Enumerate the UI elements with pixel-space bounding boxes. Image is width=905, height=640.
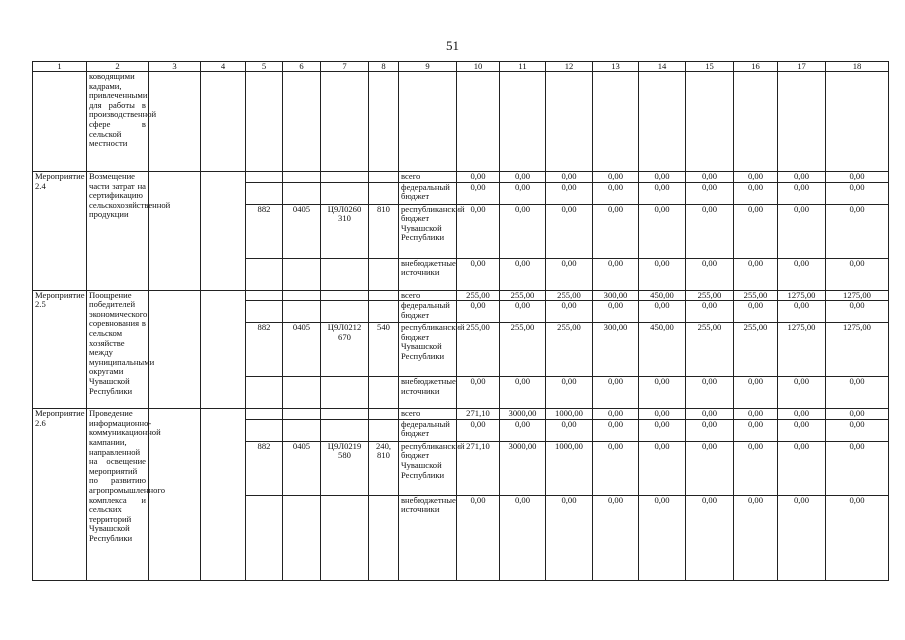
value-cell: 0,00 bbox=[826, 301, 889, 323]
code-csr-cell: Ц9Л0212 670 bbox=[321, 323, 369, 377]
value-cell: 0,00 bbox=[734, 495, 778, 580]
source-cell: республиканский бюджет Чувашской Республики bbox=[399, 323, 457, 377]
col-header: 15 bbox=[686, 62, 734, 72]
value-cell: 0,00 bbox=[734, 409, 778, 420]
value-cell: 0,00 bbox=[593, 441, 639, 495]
empty-cell bbox=[369, 258, 399, 290]
col-header: 4 bbox=[201, 62, 246, 72]
event-label-cell: Мероприятие 2.6 bbox=[33, 409, 87, 581]
value-cell: 0,00 bbox=[686, 204, 734, 258]
empty-cell bbox=[321, 72, 369, 172]
value-cell: 0,00 bbox=[593, 258, 639, 290]
empty-cell bbox=[283, 182, 321, 204]
value-cell: 0,00 bbox=[593, 182, 639, 204]
empty-cell bbox=[149, 172, 201, 291]
empty-cell bbox=[246, 377, 283, 409]
value-cell: 0,00 bbox=[686, 409, 734, 420]
col-header: 2 bbox=[87, 62, 149, 72]
col-header: 11 bbox=[500, 62, 546, 72]
value-cell: 0,00 bbox=[639, 495, 686, 580]
value-cell: 0,00 bbox=[826, 172, 889, 183]
value-cell: 0,00 bbox=[457, 258, 500, 290]
header-row bbox=[33, 62, 889, 72]
value-cell: 0,00 bbox=[500, 172, 546, 183]
empty-cell bbox=[321, 377, 369, 409]
value-cell: 1000,00 bbox=[546, 441, 593, 495]
empty-cell bbox=[593, 72, 639, 172]
value-cell: 0,00 bbox=[778, 377, 826, 409]
source-cell: внебюджетные источники bbox=[399, 258, 457, 290]
value-cell: 0,00 bbox=[734, 419, 778, 441]
value-cell: 1275,00 bbox=[826, 290, 889, 301]
code-vr-cell: 810 bbox=[369, 204, 399, 258]
value-cell: 0,00 bbox=[734, 301, 778, 323]
source-cell: внебюджетные источники bbox=[399, 495, 457, 580]
source-cell: федеральный бюджет bbox=[399, 301, 457, 323]
col-header: 16 bbox=[734, 62, 778, 72]
budget-table bbox=[32, 61, 889, 581]
value-cell: 0,00 bbox=[546, 172, 593, 183]
col-header: 14 bbox=[639, 62, 686, 72]
empty-cell bbox=[734, 72, 778, 172]
value-cell: 0,00 bbox=[826, 441, 889, 495]
col-header: 8 bbox=[369, 62, 399, 72]
value-cell: 0,00 bbox=[826, 258, 889, 290]
source-cell: всего bbox=[399, 290, 457, 301]
value-cell: 255,00 bbox=[457, 323, 500, 377]
value-cell: 0,00 bbox=[639, 204, 686, 258]
value-cell: 0,00 bbox=[826, 204, 889, 258]
event-name-cell: Возмещение части затрат на сертификацию сельскохозяйственной продукции bbox=[87, 172, 149, 291]
event-cell bbox=[33, 72, 87, 172]
value-cell: 0,00 bbox=[457, 204, 500, 258]
continued-name-cell: ководящими кадрами, привлеченными для работы в производственной сфере в сельской местности bbox=[87, 72, 149, 172]
value-cell: 0,00 bbox=[639, 258, 686, 290]
value-cell: 1000,00 bbox=[546, 409, 593, 420]
empty-cell bbox=[321, 409, 369, 420]
empty-cell bbox=[457, 72, 500, 172]
code-csr-cell: Ц9Л0260 310 bbox=[321, 204, 369, 258]
value-cell: 0,00 bbox=[778, 441, 826, 495]
value-cell: 0,00 bbox=[546, 258, 593, 290]
value-cell: 0,00 bbox=[686, 258, 734, 290]
value-cell: 0,00 bbox=[734, 204, 778, 258]
value-cell: 3000,00 bbox=[500, 409, 546, 420]
value-cell: 0,00 bbox=[593, 204, 639, 258]
value-cell: 0,00 bbox=[639, 419, 686, 441]
empty-cell bbox=[246, 182, 283, 204]
empty-cell bbox=[283, 419, 321, 441]
col-header: 18 bbox=[826, 62, 889, 72]
empty-cell bbox=[321, 290, 369, 301]
value-cell: 0,00 bbox=[639, 172, 686, 183]
empty-cell bbox=[283, 290, 321, 301]
empty-cell bbox=[246, 419, 283, 441]
source-cell: всего bbox=[399, 172, 457, 183]
empty-cell bbox=[283, 495, 321, 580]
value-cell: 0,00 bbox=[593, 301, 639, 323]
value-cell: 0,00 bbox=[500, 204, 546, 258]
code-gr-cell: 882 bbox=[246, 441, 283, 495]
value-cell: 255,00 bbox=[686, 290, 734, 301]
value-cell: 0,00 bbox=[593, 419, 639, 441]
empty-cell bbox=[201, 290, 246, 409]
value-cell: 0,00 bbox=[778, 495, 826, 580]
code-gr-cell: 882 bbox=[246, 323, 283, 377]
value-cell: 255,00 bbox=[734, 323, 778, 377]
col-header: 5 bbox=[246, 62, 283, 72]
value-cell: 255,00 bbox=[686, 323, 734, 377]
value-cell: 0,00 bbox=[546, 419, 593, 441]
value-cell: 0,00 bbox=[639, 377, 686, 409]
empty-cell bbox=[246, 258, 283, 290]
empty-cell bbox=[201, 72, 246, 172]
col-header: 7 bbox=[321, 62, 369, 72]
value-cell: 255,00 bbox=[500, 323, 546, 377]
value-cell: 0,00 bbox=[639, 301, 686, 323]
value-cell: 0,00 bbox=[686, 301, 734, 323]
empty-cell bbox=[201, 409, 246, 581]
value-cell: 0,00 bbox=[546, 495, 593, 580]
col-header: 3 bbox=[149, 62, 201, 72]
empty-cell bbox=[500, 72, 546, 172]
empty-cell bbox=[149, 290, 201, 409]
value-cell: 0,00 bbox=[457, 172, 500, 183]
empty-cell bbox=[369, 419, 399, 441]
value-cell: 0,00 bbox=[500, 495, 546, 580]
source-cell: федеральный бюджет bbox=[399, 419, 457, 441]
empty-cell bbox=[321, 495, 369, 580]
value-cell: 0,00 bbox=[457, 377, 500, 409]
value-cell: 0,00 bbox=[734, 377, 778, 409]
value-cell: 450,00 bbox=[639, 290, 686, 301]
table-row bbox=[33, 290, 889, 301]
empty-cell bbox=[826, 72, 889, 172]
code-rz-cell: 0405 bbox=[283, 441, 321, 495]
value-cell: 0,00 bbox=[686, 182, 734, 204]
value-cell: 0,00 bbox=[778, 301, 826, 323]
empty-cell bbox=[369, 301, 399, 323]
event-name-cell: Поощрение победителей экономического соревнования в сельском хозяйстве между муниципальными округами Чувашской Республики bbox=[87, 290, 149, 409]
value-cell: 300,00 bbox=[593, 323, 639, 377]
value-cell: 1275,00 bbox=[778, 323, 826, 377]
value-cell: 0,00 bbox=[734, 182, 778, 204]
value-cell: 0,00 bbox=[639, 441, 686, 495]
code-vr-cell: 540 bbox=[369, 323, 399, 377]
continuation-row bbox=[33, 72, 889, 172]
value-cell: 0,00 bbox=[734, 172, 778, 183]
value-cell: 0,00 bbox=[546, 377, 593, 409]
source-cell: федеральный бюджет bbox=[399, 182, 457, 204]
empty-cell bbox=[283, 409, 321, 420]
empty-cell bbox=[149, 72, 201, 172]
value-cell: 0,00 bbox=[457, 182, 500, 204]
value-cell: 1275,00 bbox=[826, 323, 889, 377]
empty-cell bbox=[369, 72, 399, 172]
value-cell: 0,00 bbox=[639, 182, 686, 204]
empty-cell bbox=[321, 172, 369, 183]
empty-cell bbox=[321, 419, 369, 441]
value-cell: 300,00 bbox=[593, 290, 639, 301]
value-cell: 0,00 bbox=[546, 204, 593, 258]
value-cell: 0,00 bbox=[500, 182, 546, 204]
empty-cell bbox=[369, 409, 399, 420]
source-cell: внебюджетные источники bbox=[399, 377, 457, 409]
value-cell: 0,00 bbox=[734, 258, 778, 290]
col-header: 10 bbox=[457, 62, 500, 72]
value-cell: 0,00 bbox=[734, 441, 778, 495]
empty-cell bbox=[321, 182, 369, 204]
value-cell: 0,00 bbox=[546, 301, 593, 323]
value-cell: 0,00 bbox=[826, 377, 889, 409]
empty-cell bbox=[321, 258, 369, 290]
empty-cell bbox=[283, 377, 321, 409]
empty-cell bbox=[399, 72, 457, 172]
event-label-cell: Мероприятие 2.5 bbox=[33, 290, 87, 409]
value-cell: 0,00 bbox=[686, 441, 734, 495]
value-cell: 0,00 bbox=[686, 495, 734, 580]
value-cell: 255,00 bbox=[546, 290, 593, 301]
col-header: 6 bbox=[283, 62, 321, 72]
value-cell: 0,00 bbox=[778, 182, 826, 204]
value-cell: 0,00 bbox=[778, 409, 826, 420]
value-cell: 0,00 bbox=[686, 419, 734, 441]
value-cell: 0,00 bbox=[500, 377, 546, 409]
table-row bbox=[33, 409, 889, 420]
code-rz-cell: 0405 bbox=[283, 204, 321, 258]
value-cell: 0,00 bbox=[593, 495, 639, 580]
value-cell: 3000,00 bbox=[500, 441, 546, 495]
event-name-cell: Проведение информационно-коммуникационной кампании, направленной на освещение мероприятий по развитию агропромышленного комплекса и сельских территорий Чувашской Республики bbox=[87, 409, 149, 581]
value-cell: 0,00 bbox=[826, 409, 889, 420]
value-cell: 1275,00 bbox=[778, 290, 826, 301]
table-row bbox=[33, 172, 889, 183]
empty-cell bbox=[686, 72, 734, 172]
value-cell: 0,00 bbox=[778, 204, 826, 258]
empty-cell bbox=[369, 290, 399, 301]
empty-cell bbox=[369, 495, 399, 580]
value-cell: 271,10 bbox=[457, 409, 500, 420]
table-body bbox=[33, 62, 889, 581]
value-cell: 0,00 bbox=[778, 172, 826, 183]
value-cell: 0,00 bbox=[457, 301, 500, 323]
code-csr-cell: Ц9Л0219 580 bbox=[321, 441, 369, 495]
empty-cell bbox=[546, 72, 593, 172]
value-cell: 0,00 bbox=[593, 377, 639, 409]
empty-cell bbox=[321, 301, 369, 323]
code-gr-cell: 882 bbox=[246, 204, 283, 258]
value-cell: 255,00 bbox=[734, 290, 778, 301]
code-vr-cell: 240, 810 bbox=[369, 441, 399, 495]
empty-cell bbox=[283, 301, 321, 323]
empty-cell bbox=[283, 72, 321, 172]
empty-cell bbox=[639, 72, 686, 172]
col-header: 9 bbox=[399, 62, 457, 72]
value-cell: 0,00 bbox=[778, 258, 826, 290]
col-header: 17 bbox=[778, 62, 826, 72]
empty-cell bbox=[246, 72, 283, 172]
value-cell: 0,00 bbox=[457, 495, 500, 580]
empty-cell bbox=[201, 172, 246, 291]
source-cell: республиканский бюджет Чувашской Республики bbox=[399, 204, 457, 258]
empty-cell bbox=[246, 409, 283, 420]
value-cell: 0,00 bbox=[546, 182, 593, 204]
empty-cell bbox=[369, 377, 399, 409]
empty-cell bbox=[246, 301, 283, 323]
empty-cell bbox=[283, 258, 321, 290]
value-cell: 450,00 bbox=[639, 323, 686, 377]
value-cell: 255,00 bbox=[457, 290, 500, 301]
value-cell: 0,00 bbox=[639, 409, 686, 420]
value-cell: 0,00 bbox=[778, 419, 826, 441]
value-cell: 0,00 bbox=[826, 495, 889, 580]
value-cell: 0,00 bbox=[500, 301, 546, 323]
value-cell: 0,00 bbox=[686, 377, 734, 409]
empty-cell bbox=[246, 495, 283, 580]
value-cell: 255,00 bbox=[546, 323, 593, 377]
col-header: 12 bbox=[546, 62, 593, 72]
value-cell: 0,00 bbox=[593, 172, 639, 183]
value-cell: 0,00 bbox=[457, 419, 500, 441]
empty-cell bbox=[246, 290, 283, 301]
col-header: 13 bbox=[593, 62, 639, 72]
empty-cell bbox=[778, 72, 826, 172]
code-rz-cell: 0405 bbox=[283, 323, 321, 377]
value-cell: 0,00 bbox=[826, 419, 889, 441]
empty-cell bbox=[369, 172, 399, 183]
event-label-cell: Мероприятие 2.4 bbox=[33, 172, 87, 291]
source-cell: всего bbox=[399, 409, 457, 420]
value-cell: 0,00 bbox=[686, 172, 734, 183]
col-header: 1 bbox=[33, 62, 87, 72]
value-cell: 0,00 bbox=[593, 409, 639, 420]
empty-cell bbox=[283, 172, 321, 183]
value-cell: 271,10 bbox=[457, 441, 500, 495]
value-cell: 0,00 bbox=[500, 419, 546, 441]
value-cell: 0,00 bbox=[500, 258, 546, 290]
empty-cell bbox=[246, 172, 283, 183]
value-cell: 0,00 bbox=[826, 182, 889, 204]
value-cell: 255,00 bbox=[500, 290, 546, 301]
source-cell: республиканский бюджет Чувашской Республики bbox=[399, 441, 457, 495]
page-number: 51 bbox=[446, 38, 459, 53]
empty-cell bbox=[369, 182, 399, 204]
